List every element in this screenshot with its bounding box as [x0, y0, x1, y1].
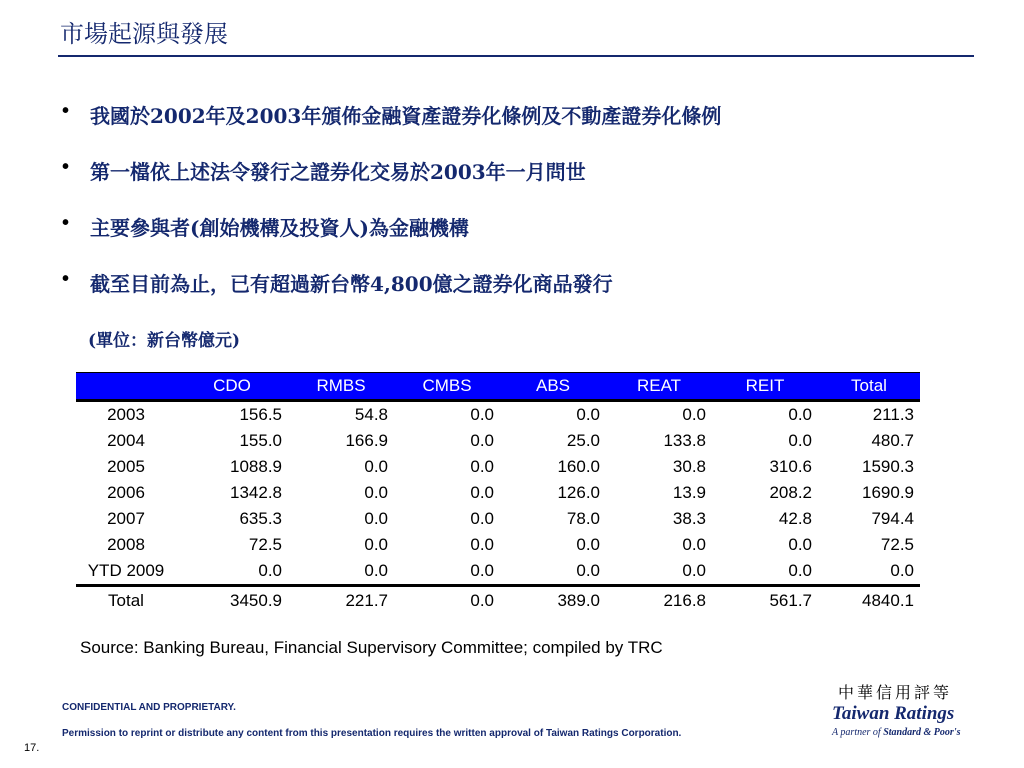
table-cell: 0.0 [576, 535, 600, 554]
table-cell: 221.7 [288, 586, 394, 616]
table-cell: 126.0 [557, 483, 600, 502]
table-cell: 0.0 [470, 457, 494, 476]
bullet-text: 我國於2002年及2003年頒佈金融資產證券化條例及不動產證券化條例 [90, 104, 722, 128]
table-row [76, 480, 920, 506]
table-header-cell: Total [818, 373, 920, 401]
table-cell: 0.0 [682, 405, 706, 424]
table-header-cell [76, 373, 176, 401]
table-row [76, 532, 920, 558]
table-cell: 25.0 [566, 431, 600, 450]
table-cell: 0.0 [576, 405, 600, 424]
bullet-item [62, 212, 721, 268]
table-cell: 211.3 [872, 405, 914, 424]
bullet-list [62, 100, 721, 324]
table-cell: 13.9 [672, 483, 706, 502]
table-cell: 0.0 [364, 457, 388, 476]
confidential-notice: CONFIDENTIAL AND PROPRIETARY. [62, 702, 236, 713]
table-header-cell: REIT [712, 373, 818, 401]
table-header-cell: RMBS [288, 373, 394, 401]
table-cell: 1690.9 [862, 483, 914, 502]
table-header-cell: CMBS [394, 373, 500, 401]
table-cell: 0.0 [682, 561, 706, 580]
table-cell: 0.0 [394, 586, 500, 616]
table-cell: 0.0 [788, 561, 812, 580]
table-total-row [76, 586, 920, 616]
table-cell: 160.0 [557, 457, 600, 476]
table-body [76, 401, 920, 616]
table-cell: 0.0 [258, 561, 282, 580]
bullet-text: 主要參與者(創始機構及投資人)為金融機構 [90, 216, 469, 240]
table-cell: 0.0 [682, 535, 706, 554]
logo-english-name: Taiwan Ratings [832, 703, 955, 724]
logo-chinese-name: 中華信用評等 [838, 683, 953, 702]
title-divider [58, 55, 974, 57]
table-header-cell: CDO [176, 373, 288, 401]
table-cell: 3450.9 [176, 586, 288, 616]
table-cell: 0.0 [470, 561, 494, 580]
bullet-dot-icon: • [62, 268, 70, 290]
row-label-cell: YTD 2009 [87, 561, 165, 580]
table-cell: 72.5 [880, 535, 914, 554]
bullet-dot-icon: • [62, 100, 70, 122]
table-cell: 0.0 [788, 431, 812, 450]
table-cell: 78.0 [566, 509, 600, 528]
table-row [76, 401, 920, 429]
row-label-cell: 2007 [107, 509, 145, 528]
row-label-cell: 2008 [107, 535, 145, 554]
table-cell: 156.5 [239, 405, 282, 424]
logo-partner-prefix: A partner of [832, 727, 884, 738]
bullet-item [62, 156, 721, 212]
row-label-cell: Total [76, 586, 176, 616]
table-cell: 0.0 [788, 405, 812, 424]
row-label-cell: 2005 [107, 457, 145, 476]
table-header-cell: REAT [606, 373, 712, 401]
permission-notice: Permission to reprint or distribute any content from this presentation requires the written approval of Taiwan Ratings Corporation. [62, 728, 682, 739]
table-header-cell: ABS [500, 373, 606, 401]
securitization-table [76, 372, 920, 615]
slide-title: 市場起源與發展 [60, 20, 228, 48]
source-note: Source: Banking Bureau, Financial Supervisory Committee; compiled by TRC [80, 638, 663, 657]
table-cell: 0.0 [470, 431, 494, 450]
table-header-row [76, 373, 920, 401]
table-cell: 0.0 [470, 405, 494, 424]
table-cell: 0.0 [890, 561, 914, 580]
bullet-item [62, 100, 721, 156]
table-cell: 133.8 [663, 431, 706, 450]
table-cell: 0.0 [576, 561, 600, 580]
table-cell: 208.2 [769, 483, 812, 502]
logo-partner-name: Standard & Poor's [883, 727, 961, 738]
table-row [76, 558, 920, 586]
table-cell: 1342.8 [230, 483, 282, 502]
row-label-cell: 2004 [107, 431, 145, 450]
table-cell: 1088.9 [230, 457, 282, 476]
table-cell: 54.8 [354, 405, 388, 424]
taiwan-ratings-logo [832, 680, 982, 738]
table-cell: 0.0 [470, 535, 494, 554]
row-label-cell: 2003 [107, 405, 145, 424]
table-cell: 389.0 [500, 586, 606, 616]
table-cell: 0.0 [364, 535, 388, 554]
table-cell: 72.5 [248, 535, 282, 554]
table-cell: 0.0 [470, 483, 494, 502]
bullet-item [62, 268, 721, 324]
table-cell: 635.3 [239, 509, 282, 528]
logo-partner-line [832, 727, 982, 738]
table-cell: 166.9 [345, 431, 388, 450]
unit-label: (單位：新台幣億元) [88, 331, 241, 351]
table-cell: 38.3 [672, 509, 706, 528]
bullet-text: 截至目前為止，已有超過新台幣4,800億之證券化商品發行 [90, 272, 613, 296]
table-cell: 30.8 [672, 457, 706, 476]
page-number: 17. [24, 742, 40, 754]
table-cell: 0.0 [364, 483, 388, 502]
table-row [76, 506, 920, 532]
table-cell: 216.8 [606, 586, 712, 616]
table-cell: 480.7 [871, 431, 914, 450]
table-row [76, 454, 920, 480]
bullet-text: 第一檔依上述法令發行之證券化交易於2003年一月問世 [90, 160, 586, 184]
bullet-dot-icon: • [62, 212, 70, 234]
table-cell: 1590.3 [862, 457, 914, 476]
table-cell: 42.8 [778, 509, 812, 528]
table-cell: 0.0 [470, 509, 494, 528]
table-cell: 310.6 [769, 457, 812, 476]
table-row [76, 428, 920, 454]
table-cell: 4840.1 [818, 586, 920, 616]
bullet-dot-icon: • [62, 156, 70, 178]
table-cell: 794.4 [871, 509, 914, 528]
table-cell: 155.0 [239, 431, 282, 450]
table-cell: 0.0 [788, 535, 812, 554]
table-cell: 0.0 [364, 561, 388, 580]
table-cell: 561.7 [712, 586, 818, 616]
row-label-cell: 2006 [107, 483, 145, 502]
table-cell: 0.0 [364, 509, 388, 528]
